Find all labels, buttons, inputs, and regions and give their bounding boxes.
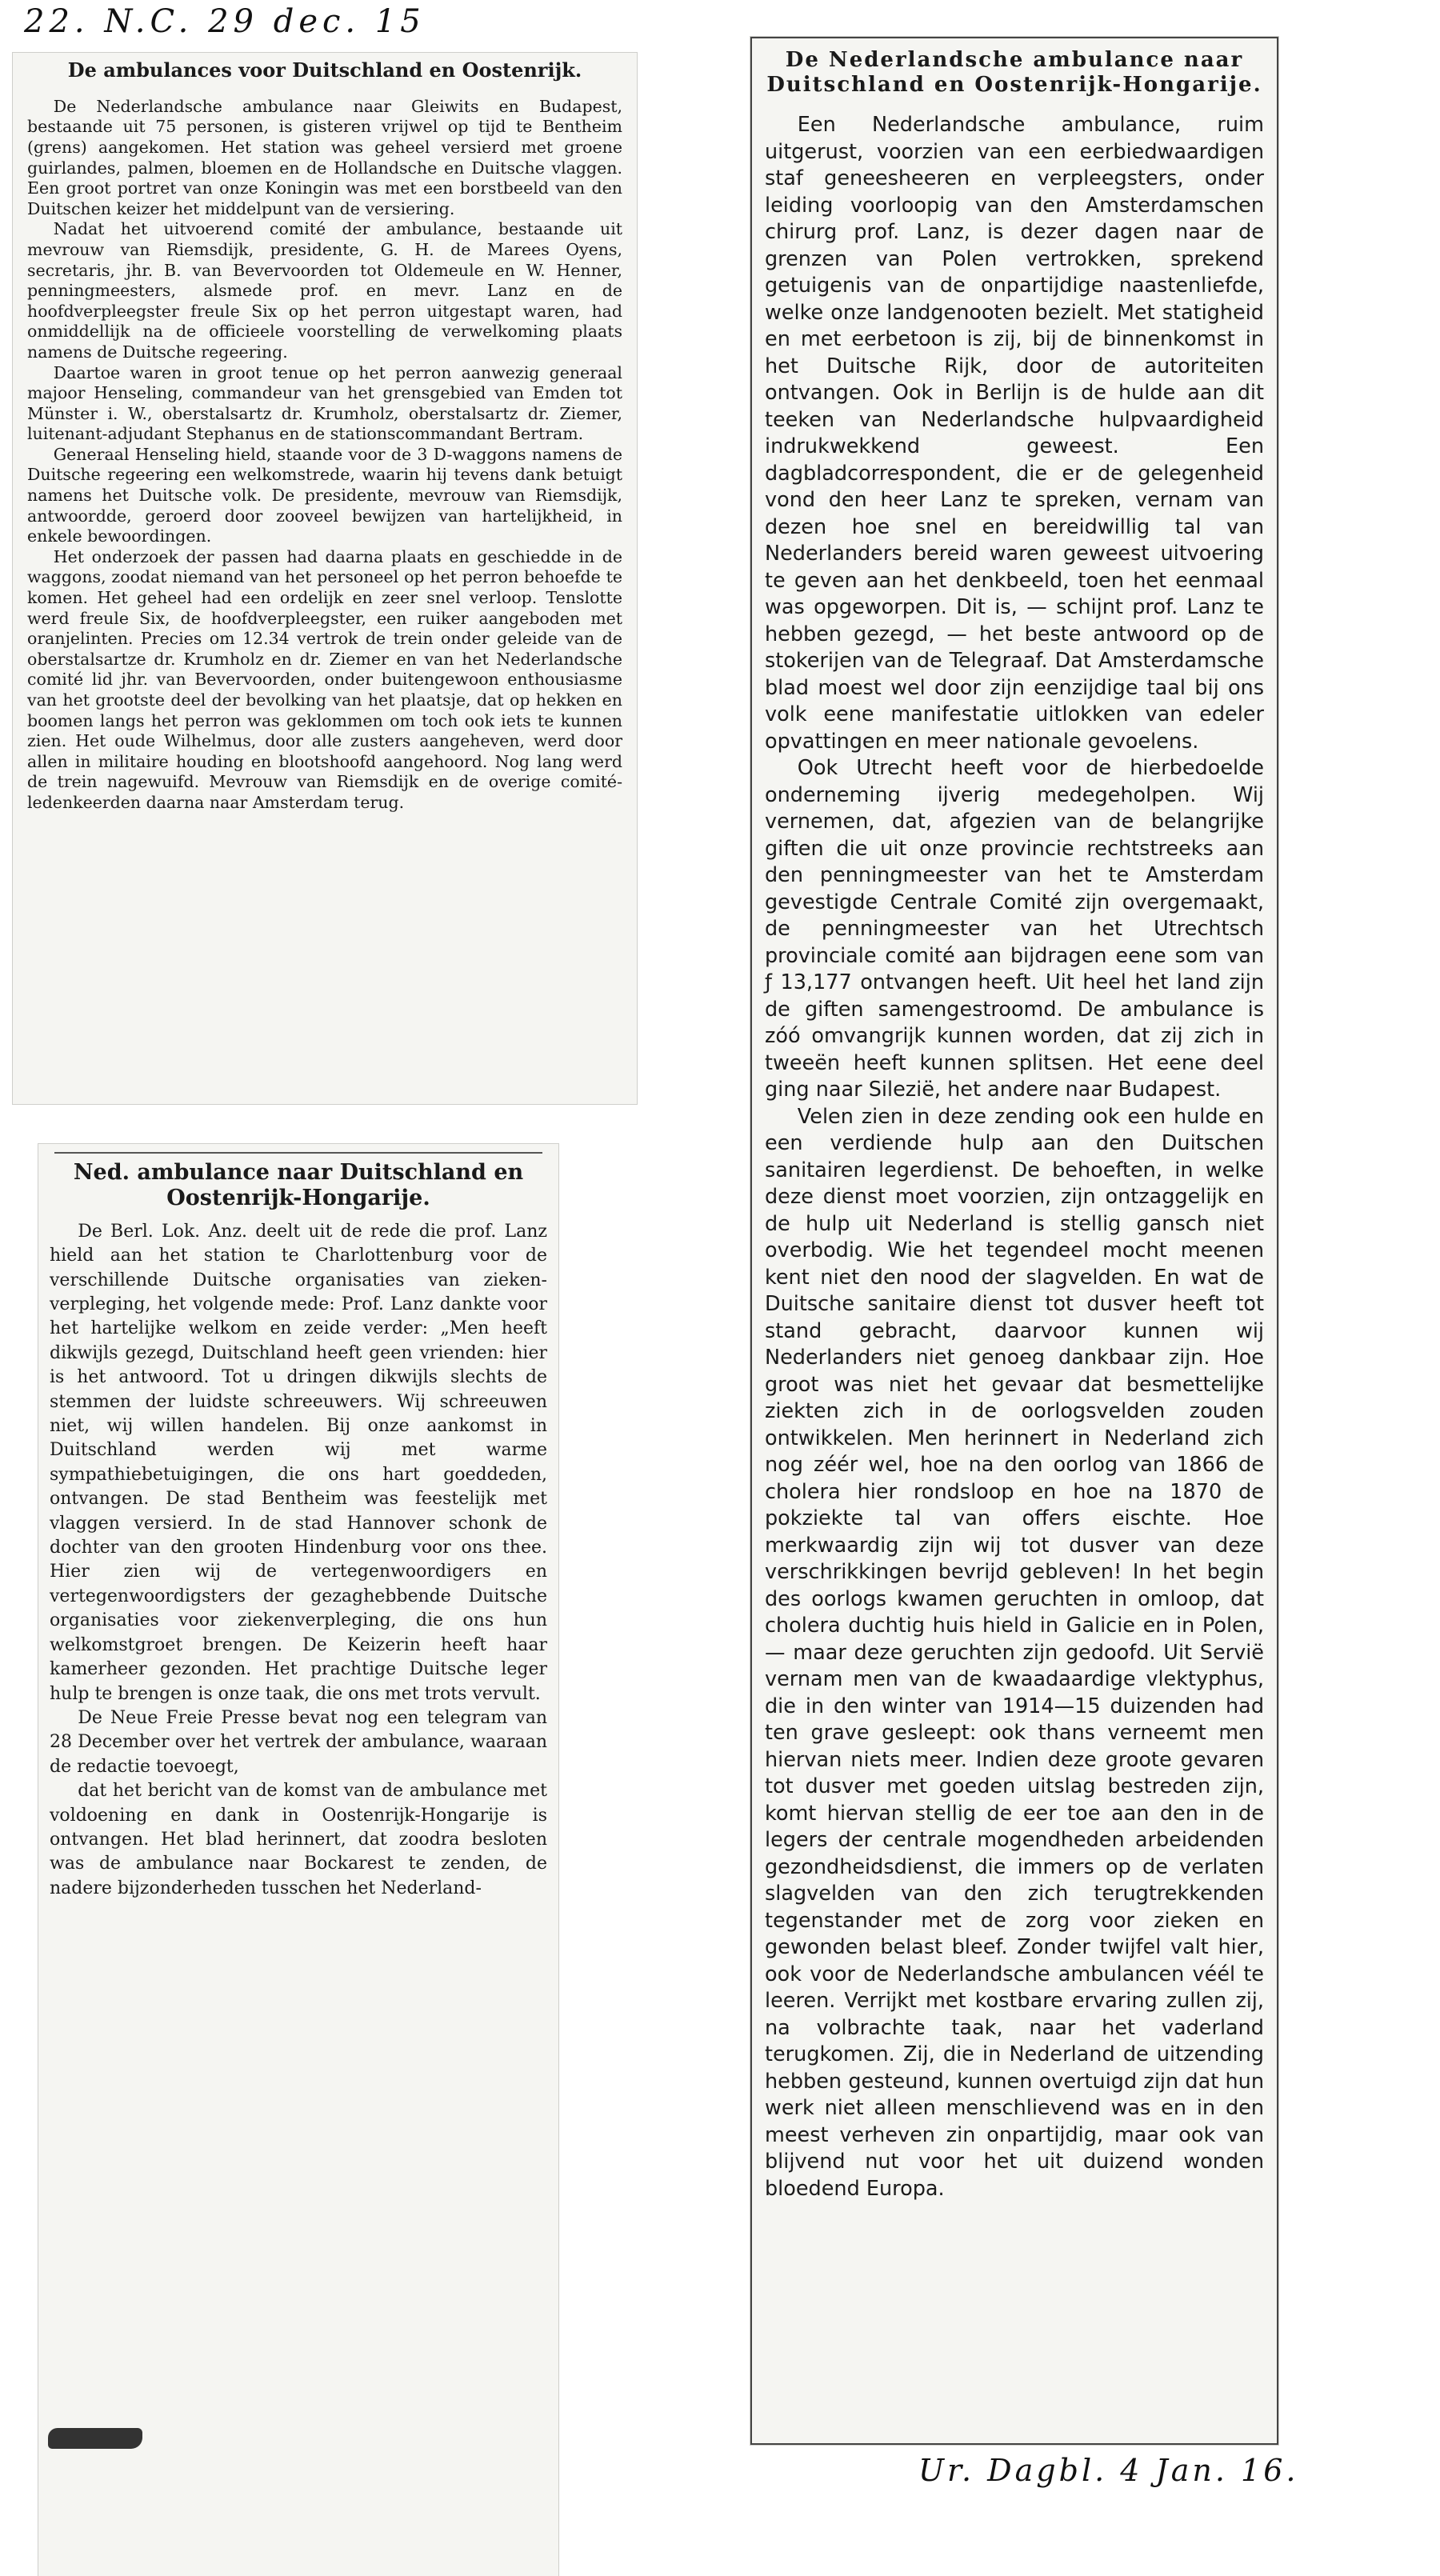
- clipping-3-body: [765, 112, 1264, 2202]
- clipping-1-paragraph: Het onderzoek der passen had daarna plaats en geschiedde in de waggons, zoodat niemand van het personeel op het perron behoefde te komen. Het geheel had een ordelijk en zeer snel verloop. Tenslotte werd freule Six, de hoofdverpleegster, een ruiker aangeboden met oranjelinten. Precies om 12.34 vertrok de trein onder geleide van de oberstalsartze dr. Krumholz en dr. Ziemer en van het Nederlandsche comité lid jhr. van Bevervoorden, onder buitengewoon enthousiasme van het grootste deel der bevolking van het plaatsje, dat op hekken en boomen langs het perron was geklommen om toch ook iets te kunnen zien. Het oude Wilhelmus, door alle zusters aangeheven, werd door allen in militaire houding en blootshoofd aangehoord. Nog lang werd de trein nagewuifd. Mevrouw van Riemsdijk en de overige comité-ledenkeerden daarna naar Amsterdam terug.: [27, 546, 622, 812]
- clipping-1-paragraph: Daartoe waren in groot tenue op het perron aanwezig generaal majoor Henseling, commandeur van het grensgebied van Emden tot Münster i. W., oberstalsartz dr. Krumholz, oberstalsartz dr. Ziemer, luitenant-adjudant Stephanus en de stationscommandant Bertram.: [27, 362, 622, 444]
- clipping-left-bottom: [38, 1144, 558, 2576]
- clipping-1-body: [27, 97, 622, 814]
- clipping-2-top-rule: [54, 1152, 542, 1154]
- clipping-2-headline: Ned. ambulance naar Duitschland en Oostenrijk-Hongarije.: [73, 1160, 524, 1211]
- clipping-3-headline: De Nederlandsche ambulance naar Duitschland en Oostenrijk-Hongarije.: [766, 48, 1262, 98]
- clipping-left-top: [13, 53, 637, 1104]
- clipping-3-paragraph: Ook Utrecht heeft voor de hierbedoelde onderneming ijverig medegeholpen. Wij vernemen, dat, afgezien van de belangrijke giften die uit onze provincie rechtstreeks aan den penningmeester van het te Amsterdam gevestigde Centrale Comité zijn overgemaakt, de penningmeester van het Utrechtsch provinciale comité aan bijdragen eene som van ƒ 13,177 ontvangen heeft. Uit heel het land zijn de giften samengestroomd. De ambulance is zóó omvangrijk kunnen worden, dat zij zich in tweeën heeft kunnen splitsen. Het eene deel ging naar Silezië, het andere naar Budapest.: [765, 756, 1264, 1102]
- clipping-2-paragraph: De Neue Freie Presse bevat nog een telegram van 28 December over het vertrek der ambulance, waaraan de redactie toevoegt,: [50, 1707, 547, 1777]
- clipping-1-headline: De ambulances voor Duitschland en Oostenrijk.: [67, 58, 582, 82]
- clipping-2-paragraph: De Berl. Lok. Anz. deelt uit de rede die prof. Lanz hield aan het station te Charlottenburg voor de verschillende Duitsche organisaties van zieken-verpleging, het volgende mede: Prof. Lanz dankte voor het hartelijke welkom en zeide verder: „Men heeft dikwijls gezegd, Duitschland heeft geen vrienden: hier is het antwoord. Tot u dringen dikwijls slechts de stemmen der luidste schreeuwers. Wij schreeuwen niet, wij willen handelen. Bij onze aankomst in Duitschland werden wij met warme sympathiebetuigingen, die ons hart goeddeden, ontvangen. De stad Bentheim was feestelijk met vlaggen versierd. In de stad Hannover schonk de dochter van den grooten Hindenburg voor ons thee. Hier zien wij de vertegenwoordigers en vertegenwoordigsters der gezaghebbende Duitsche organisaties voor ziekenverpleging, die ons hun welkomstgroet brengen. De Keizerin heeft haar kamerheer gezonden. Het prachtige Duitsche leger hulp te brengen is onze taak, die ons met trots vervult.: [50, 1221, 547, 1704]
- clipping-3-paragraph: Velen zien in deze zending ook een hulde en een verdiende hulp aan den Duitschen sanitairen legerdienst. De behoeften, in welke deze dienst moet voorzien, zijn ontzaggelijk en de hulp uit Nederland is stellig gansch niet overbodig. Wie het tegendeel mocht meenen kent niet den nood der slagvelden. En wat de Duitsche sanitaire dienst tot dusver heeft tot stand gebracht, daarvoor kunnen wij Nederlanders niet genoeg dankbaar zijn. Hoe groot was niet het gevaar dat besmettelijke ziekten zich in de oorlogsvelden zouden ontwikkelen. Men herinnert in Nederland zich nog zéér wel, hoe na den oorlog van 1866 de cholera hier rondsloop en hoe na 1870 de pokziekte tal van offers eischte. Hoe merkwaardig zijn wij tot dusver van deze verschrikkingen bevrijd gebleven! In het begin des oorlogs kwamen geruchten in omloop, dat cholera duchtig huis hield in Galicie en in Polen, — maar deze geruchten zijn gedoofd. Uit Servië vernam men van de kwaadaardige vlektyphus, die in den winter van 1914—15 duizenden had ten grave gesleept: ook thans verneemt men hiervan niets meer. Indien deze groote gevaren tot dusver met goeden uitslag bestreden zijn, komt hiervan stellig de eer toe aan den in de legers der centrale mogendheden arbeidenden gezondheidsdienst, die immers op de verlaten slagvelden van den zich terugtrekkenden tegenstander met de zorg voor zieken en gewonden belast bleef. Zonder twijfel valt hier, ook voor de Nederlandsche ambulancen véél te leeren. Verrijkt met kostbare ervaring zullen zij, na volbrachte taak, naar het vaderland terugkomen. Zij, die in Nederland de uitzending hebben gesteund, kunnen overtuigd zijn dat hun werk niet alleen menschlievend was en in den meest verheven zin onpartijdig, maar ook van blijvend nut voor het uit duizend wonden bloedend Europa.: [765, 1104, 1264, 2201]
- clipping-3-paragraph: Een Nederlandsche ambulance, ruim uitgerust, voorzien van een eerbiedwaardigen staf geneesheeren en verpleegsters, onder leiding voorloopig van den Amsterdamschen chirurg prof. Lanz, is dezer dagen naar de grenzen van Polen vertrokken, sprekend getuigenis van de onpartijdige naastenliefde, welke onze landgenooten bezielt. Met statigheid en met eerbetoon is zij, bij de binnenkomst in het Duitsche Rijk, door de autoriteiten ontvangen. Ook in Berlijn is de hulde aan dit teeken van Nederlandsche hulpvaardigheid indrukwekkend geweest. Een dagbladcorrespondent, die er de gelegenheid vond den heer Lanz te spreken, vernam van dezen hoe snel en bereidwillig tal van Nederlanders bereid waren geweest uitvoering te geven aan het denkbeeld, toen het eenmaal was opgeworpen. Dit is, — schijnt prof. Lanz te hebben gezegd, — het beste antwoord op de stokerijen van de Telegraaf. Dat Amsterdamsche blad moest wel door zijn eenzijdige taal bij ons volk eene manifestatie uitlokken van edeler opvattingen en meer nationale gevoelens.: [765, 113, 1264, 754]
- clipping-1-paragraph: Generaal Henseling hield, staande voor de 3 D-waggons namens de Duitsche regeering een welkomstrede, waarin hij tevens dank betuigt namens het Duitsche volk. De presidente, mevrouw van Riemsdijk, antwoordde, geroerd door zooveel bewijzen van hartelijkheid, in enkele bewoordingen.: [27, 444, 622, 546]
- clipping-right-column: [750, 37, 1278, 2445]
- clipping-2-body: [50, 1220, 547, 1901]
- clipping-1-paragraph: Nadat het uitvoerend comité der ambulance, bestaande uit mevrouw van Riemsdijk, presidente, G. H. de Marees Oyens, secretaris, jhr. B. van Bevervoorden tot Oldemeule en W. Henner, penningmeesters, alsmede prof. en mevr. Lanz en de hoofdverpleegster freule Six op het perron uitgestapt waren, had onmiddellijk na de officieele voorstelling de verwelkoming plaats namens de Duitsche regeering.: [27, 219, 622, 362]
- clipping-1-paragraph: De Nederlandsche ambulance naar Gleiwits en Budapest, bestaande uit 75 personen, is gisteren vrijwel op tijd te Bentheim (grens) aangekomen. Het station was geheel versierd met groene guirlandes, palmen, bloemen en de Hollandsche en Duitsche vlaggen. Een groot portret van onze Koningin was met een borstbeeld van den Duitschen keizer het middelpunt van de versiering.: [27, 96, 622, 218]
- handwritten-source-annotation: Ur. Dagbl. 4 Jan. 16.: [918, 2453, 1299, 2488]
- ink-blot: [48, 2428, 142, 2449]
- handwritten-date-annotation: 22. N.C. 29 dec. 15: [24, 3, 426, 40]
- clipping-2-paragraph: dat het bericht van de komst van de ambulance met voldoening en dank in Oostenrijk-Hongarije is ontvangen. Het blad herinnert, dat zoodra besloten was de ambulance naar Bockarest te zenden, de nadere bijzonderheden tusschen het Nederland-: [50, 1781, 547, 1898]
